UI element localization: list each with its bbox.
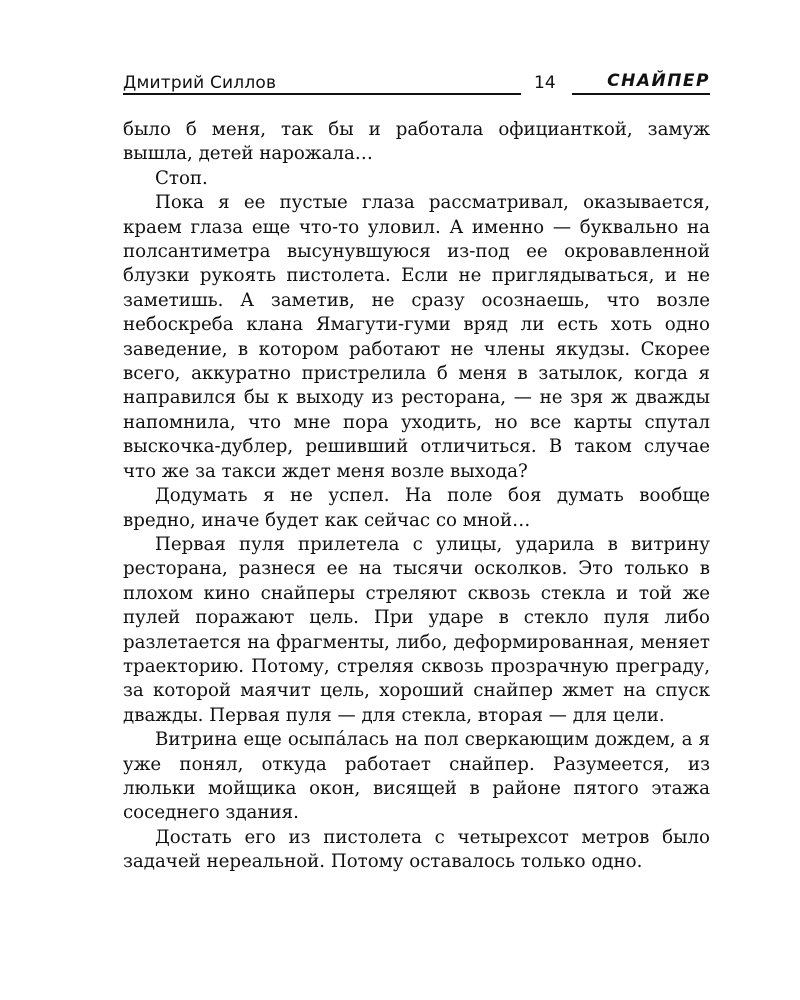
page-number: 14 <box>534 73 556 93</box>
page-header <box>123 70 710 100</box>
paragraph: Додумать я не успел. На поле боя думать вообще вредно, иначе будет как сейчас со мной… <box>123 485 710 531</box>
page-body <box>123 118 710 875</box>
header-rule-right <box>572 93 710 95</box>
paragraph: Стоп. <box>155 167 208 189</box>
paragraph: Достать его из пистолета с четырехсот метров было задачей нереальной. Потому оставалось только одно. <box>123 826 710 873</box>
paragraph-continued: было б меня, так бы и работала официанткой, замуж вышла, детей нарожала… <box>123 119 710 165</box>
header-rule-left <box>123 93 521 95</box>
author-name: Дмитрий Силлов <box>123 73 277 93</box>
paragraph: Первая пуля прилетела с улицы, ударила в витрину ресторана, разнеся ее на тысячи осколков. Это только в плохом кино снайперы стреляют сквозь стекла и той же пулей поражают цель. При ударе в стекло пуля либо разлетается на фрагменты, либо, деформированная, меняет траекторию. Потому, стреляя сквозь прозрачную преграду, за которой маячит цель, хороший снайпер жмет на спуск дважды. Первая пуля — для стекла, вторая — для цели. <box>123 533 710 726</box>
paragraph: Пока я ее пустые глаза рассматривал, оказывается, краем глаза еще что-то уловил. А именно — буквально на полсантиметра высунувшуюся из-под ее окровавленной блузки рукоять пистолета. Если не приглядываться, и не заметишь. А заметив, не сразу осознаешь, что возле небоскреба клана Ямагути-гуми вряд ли есть хоть одно заведение, в котором работают не члены якудзы. Скорее всего, аккуратно пристрелила б меня в затылок, когда я направился бы к выходу из ресторана, — не зря ж дважды напомнила, что мне пора уходить, но все карты спутал выскочка-дублер, решивший отличиться. В таком случае что же за такси ждет меня возле выхода? <box>123 192 710 482</box>
book-title: СНАЙПЕР <box>607 71 710 91</box>
paragraph: Витрина еще осыпáлась на пол сверкающим дождем, а я уже понял, откуда работает снайпер. Разумеется, из люльки мойщика окон, висящей в районе пятого этажа соседнего здания. <box>123 729 710 824</box>
